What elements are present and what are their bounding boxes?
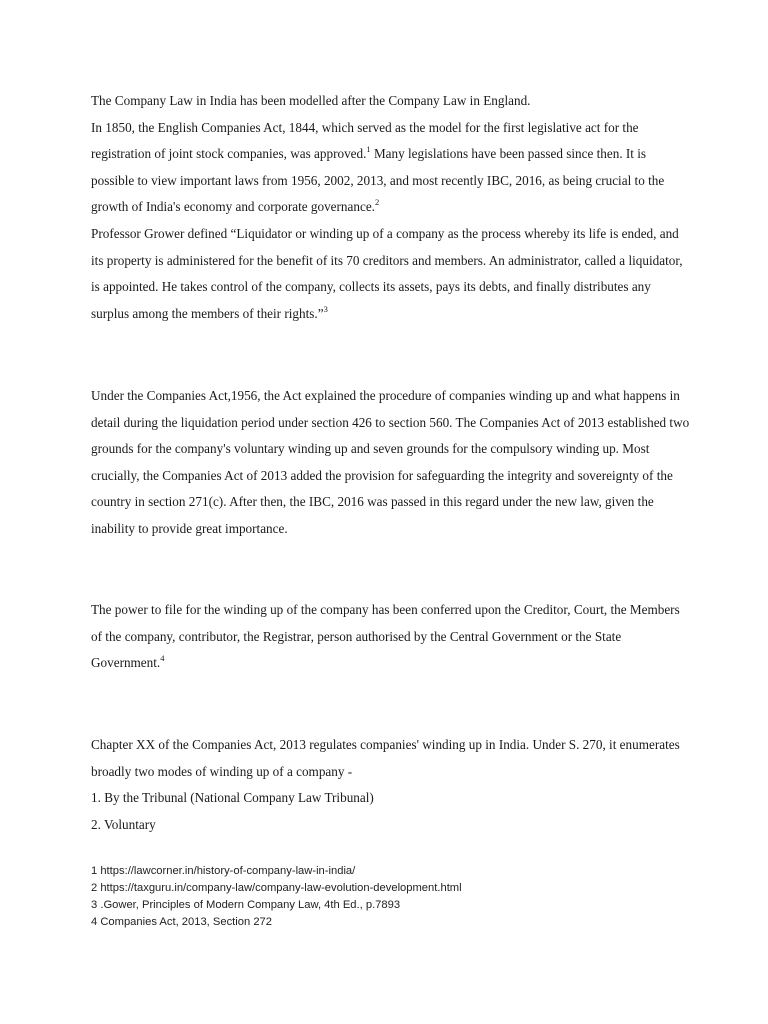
footnote-ref-2: 2 [374,197,380,208]
list-item: 1. By the Tribunal (National Company Law Tribunal) [91,790,374,806]
history-text-b: Many legislations have been passed since then. It is possible to view important laws from 1956, 2002, 2013, and most recently IBC, 2016, as being crucial to the growth of India's economy and corporate governance. [91,146,665,215]
footnote-ref-3: 3 [323,303,328,314]
power-to-file-paragraph [91,597,691,677]
list-item: 2. Voluntary [91,816,156,832]
history-paragraph [91,115,691,221]
footnote-1: 1 https://lawcorner.in/history-of-company-law-in-india/ [91,865,356,877]
definition-paragraph [91,221,691,327]
footnote-3: 3 .Gower, Principles of Modern Company Law, 4th Ed., p.7893 [91,899,401,911]
chapter-xx-paragraph: Chapter XX of the Companies Act, 2013 regulates companies' winding up in India. Under S. 270, it enumerates broadly two modes of winding up of a company - [91,737,680,779]
companies-act-section [91,383,691,543]
companies-act-paragraph: Under the Companies Act,1956, the Act explained the procedure of companies winding up and what happens in detail during the liquidation period under section 426 to section 560. The Companies Act of 2013 established two grounds for the company's voluntary winding up and seven grounds for the compulsory winding up. Most crucially, the Companies Act of 2013 added the provision for safeguarding the integrity and sovereignty of the country in section 271(c). After then, the IBC, 2016 was passed in this regard under the new law, given the inability to provide great importance. [91,388,690,536]
footnote-ref-1: 1 [366,144,371,155]
footnote-ref-4: 4 [160,653,165,664]
intro-line: The Company Law in India has been modelled after the Company Law in England. [91,93,531,108]
footnote-2: 2 https://taxguru.in/company-law/company-law-evolution-development.html [91,882,462,894]
power-to-file-text: The power to file for the winding up of the company has been conferred upon the Creditor, Court, the Members of the company, contributor, the Registrar, person authorised by the Central Government or the State Government. [91,602,680,671]
power-to-file-section [91,597,691,677]
history-text-a: In 1850, the English Companies Act, 1844, which served as the model for the first legislative act for the registration of joint stock companies, was approved. [91,119,639,162]
footnote-4: 4 Companies Act, 2013, Section 272 [91,916,272,928]
intro-section [91,88,691,327]
definition-text: Professor Grower defined “Liquidator or winding up of a company as the process whereby its life is ended, and its property is administered for the benefit of its 70 creditors and members. An administrator, called a liquidator, is appointed. He takes control of the company, collects its assets, pays its debts, and finally distributes any surplus among the members of their rights.” [91,225,683,321]
chapter-xx-section [91,732,691,838]
footnotes [91,863,691,931]
